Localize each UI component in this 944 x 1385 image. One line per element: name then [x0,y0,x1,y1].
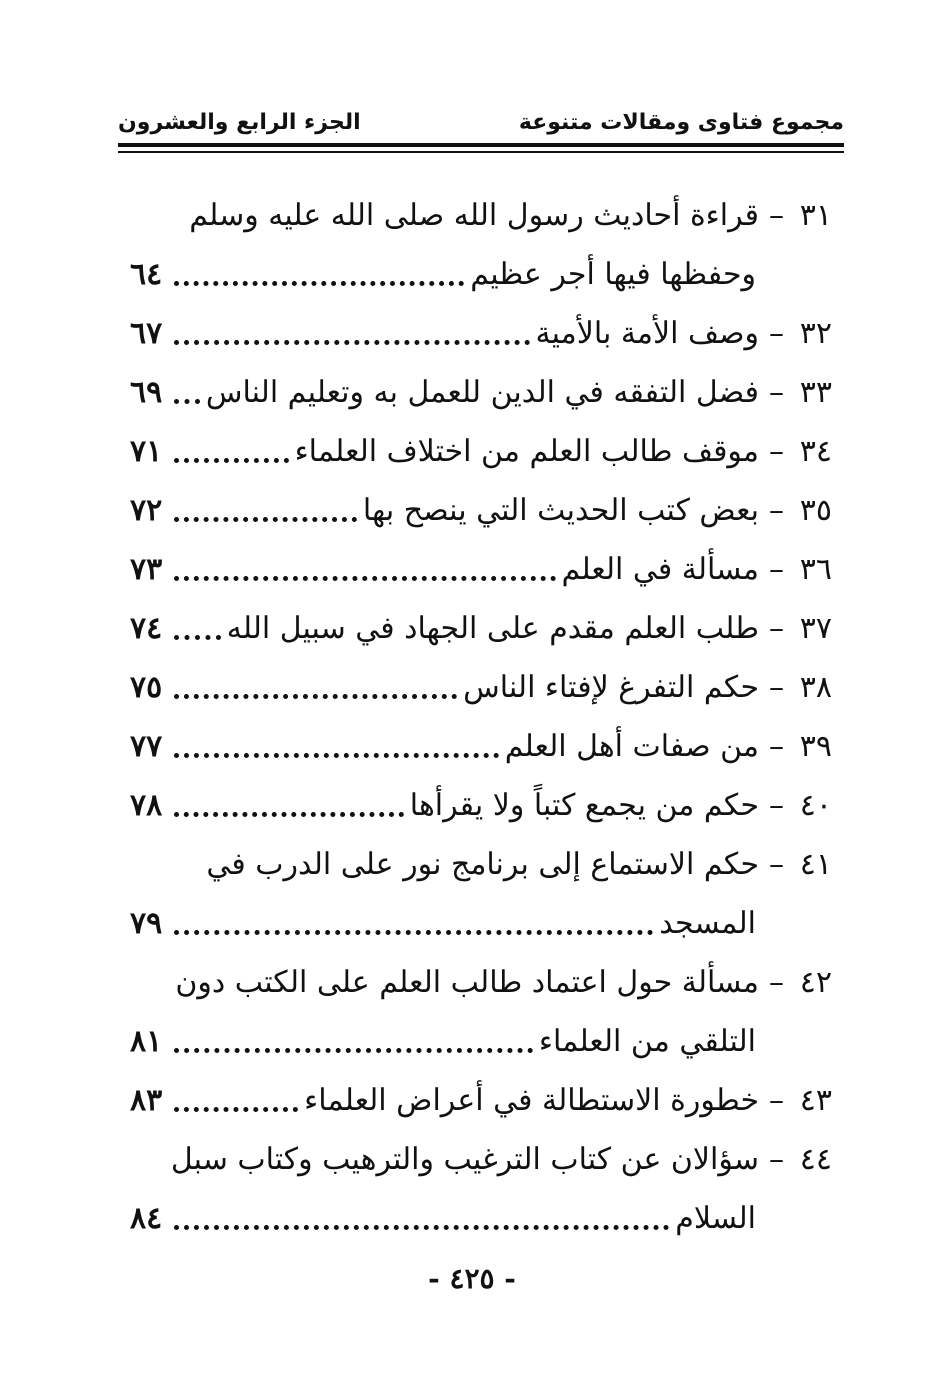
entry-number: ٣٤ [799,434,832,469]
entry-title-continuation: وحفظها فيها أجر عظيم [470,257,756,292]
entry-number: ٤٣ [799,1083,832,1118]
dot-leader [174,1027,533,1057]
dot-leader [174,909,653,939]
entry-number: ٣٨ [799,670,832,705]
entry-title: حكم من يجمع كتباً ولا يقرأها [409,788,759,823]
entry-page: ٦٤ [130,257,163,292]
dot-leader [174,496,357,526]
dot-leader [174,378,200,408]
entry-page: ٦٧ [130,316,163,351]
toc-entry [130,717,832,776]
entry-number: ٣٧ [799,611,832,646]
entry-number: ٣٣ [799,375,832,410]
page-number: - ٤٢٥ - [428,1262,516,1295]
entry-title-continuation: التلقي من العلماء [538,1024,756,1059]
entry-page: ٨٤ [130,1201,163,1236]
entry-dash: – [769,493,784,528]
entry-number: ٣٩ [799,729,832,764]
toc-entry [130,304,832,363]
header-rule-thin [118,151,844,153]
toc-entry [130,776,832,835]
entry-title: مسألة حول اعتماد طالب العلم على الكتب دون [175,965,759,1000]
entry-title: حكم الاستماع إلى برنامج نور على الدرب في [206,847,759,882]
entry-dash: – [769,1083,784,1118]
entry-page: ٧٣ [130,552,163,587]
entry-dash: – [769,316,784,351]
entry-number: ٣٦ [799,552,832,587]
entry-page: ٧٥ [130,670,163,705]
entry-page: ٧٩ [130,906,163,941]
entry-dash: – [769,198,784,233]
entry-dash: – [769,552,784,587]
entry-page: ٨١ [130,1024,163,1059]
entry-title: بعض كتب الحديث التي ينصح بها [362,493,759,528]
entry-dash: – [769,375,784,410]
table-of-contents [130,186,832,1248]
entry-dash: – [769,434,784,469]
dot-leader [174,732,499,762]
entry-page: ٦٩ [130,375,163,410]
dot-leader [174,319,530,349]
toc-entry [130,599,832,658]
entry-title: من صفات أهل العلم [504,729,759,764]
entry-title-continuation: المسجد [659,906,756,941]
book-title: مجموع فتاوى ومقالات متنوعة [518,109,844,135]
dot-leader [174,614,221,644]
toc-entry-continuation [130,245,832,304]
entry-title: موقف طالب العلم من اختلاف العلماء [294,434,759,469]
entry-page: ٧١ [130,434,163,469]
toc-entry [130,835,832,894]
toc-entry [130,1130,832,1189]
entry-title: حكم التفرغ لإفتاء الناس [463,670,759,705]
toc-entry-continuation [130,894,832,953]
entry-title: قراءة أحاديث رسول الله صلى الله عليه وسلم [189,198,759,233]
entry-number: ٣٥ [799,493,832,528]
toc-entry [130,658,832,717]
entry-title: سؤالان عن كتاب الترغيب والترهيب وكتاب سبل [170,1142,759,1177]
entry-number: ٤١ [799,847,832,882]
entry-page: ٧٢ [130,493,163,528]
toc-entry [130,481,832,540]
dot-leader [174,1204,669,1234]
dot-leader [174,555,556,585]
entry-number: ٣١ [799,198,832,233]
entry-page: ٨٣ [130,1083,163,1118]
entry-dash: – [769,611,784,646]
toc-entry [130,1071,832,1130]
entry-number: ٣٢ [799,316,832,351]
entry-dash: – [769,788,784,823]
toc-entry [130,953,832,1012]
dot-leader [174,1086,298,1116]
header-rule [118,143,844,147]
entry-number: ٤٤ [799,1142,832,1177]
dot-leader [174,791,404,821]
toc-entry [130,540,832,599]
entry-title: مسألة في العلم [561,552,759,587]
toc-entry-continuation [130,1012,832,1071]
toc-entry [130,186,832,245]
entry-page: ٧٧ [130,729,163,764]
entry-page: ٧٨ [130,788,163,823]
entry-title: وصف الأمة بالأمية [535,316,759,351]
entry-dash: – [769,847,784,882]
entry-page: ٧٤ [130,611,163,646]
entry-title: طلب العلم مقدم على الجهاد في سبيل الله [226,611,759,646]
volume-label: الجزء الرابع والعشرون [118,109,361,135]
entry-title: خطورة الاستطالة في أعراض العلماء [304,1083,759,1118]
toc-entry [130,363,832,422]
entry-dash: – [769,670,784,705]
toc-entry-continuation [130,1189,832,1248]
entry-title-continuation: السلام [675,1201,756,1236]
toc-entry [130,422,832,481]
entry-dash: – [769,729,784,764]
dot-leader [174,673,457,703]
running-header [118,102,844,142]
entry-number: ٤٠ [799,788,832,823]
entry-dash: – [769,965,784,1000]
dot-leader [174,437,289,467]
entry-dash: – [769,1142,784,1177]
entry-number: ٤٢ [799,965,832,1000]
dot-leader [174,260,464,290]
entry-title: فضل التفقه في الدين للعمل به وتعليم الناس [205,375,759,410]
